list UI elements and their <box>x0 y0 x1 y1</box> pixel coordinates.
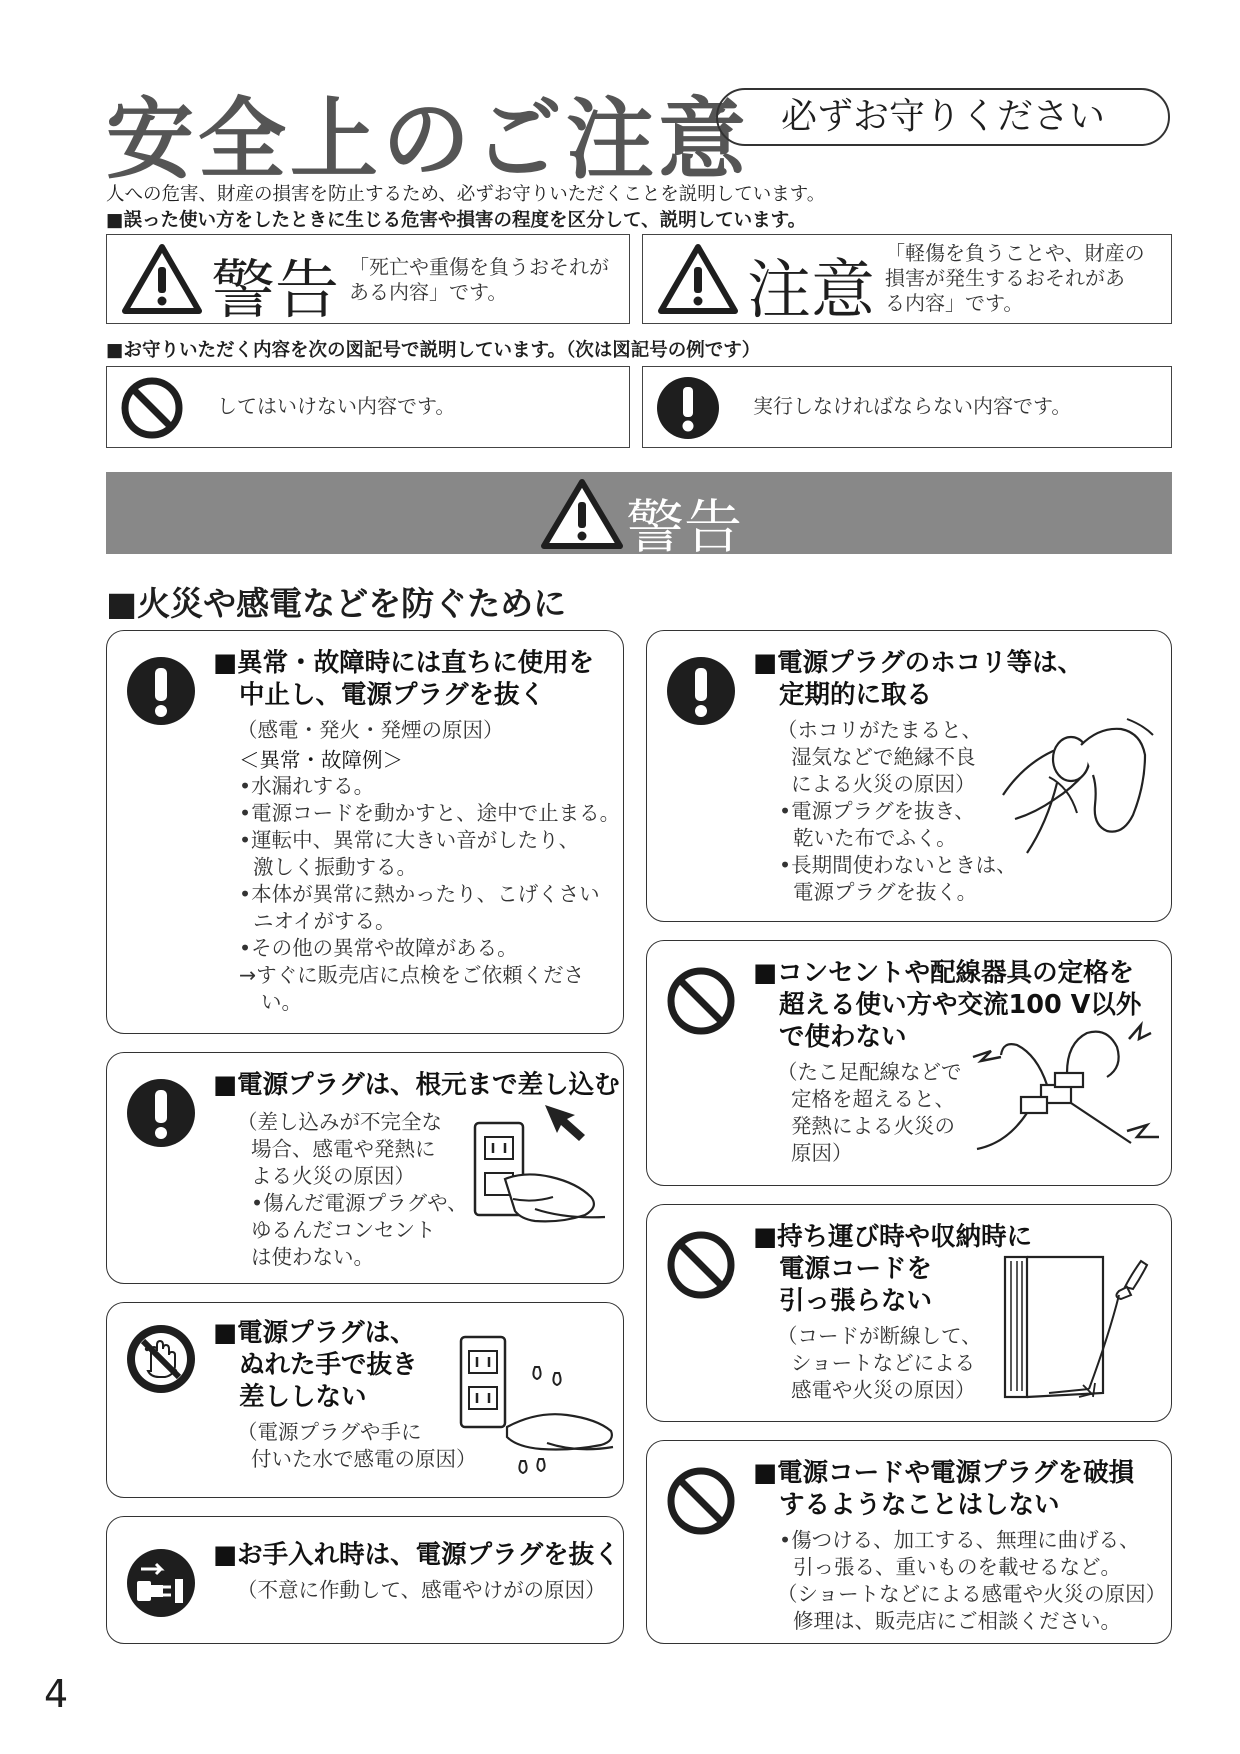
wet-head-3: 差ししない <box>239 1382 367 1412</box>
insert-line-4: •傷んだ電源プラグや、 <box>251 1191 468 1215</box>
wet-hands-card <box>106 1302 624 1498</box>
pull-head-1: ■持ち運び時や収納時に <box>753 1222 1033 1252</box>
prohibit-desc: してはいけない内容です。 <box>217 394 456 418</box>
rating-line-4: 原因） <box>791 1141 853 1165</box>
insert-line-2: 場合、感電や発熱に <box>251 1137 436 1161</box>
dust-line-5: 乾いた布でふく。 <box>793 826 957 850</box>
dust-line-1: （ホコリがたまると、 <box>777 718 982 742</box>
pull-line-2: ショートなどによる <box>791 1351 976 1375</box>
warning-level-box <box>106 234 630 328</box>
abnormal-bullet-4b: ニオイがする。 <box>253 909 396 933</box>
pull-head-3: 引っ張らない <box>779 1286 933 1316</box>
mandatory-icon <box>655 375 721 441</box>
insert-head: ■電源プラグは、根元まで差し込む <box>213 1070 620 1100</box>
damage-line-4: 修理は、販売店にご相談ください。 <box>793 1609 1121 1633</box>
wet-line-2: 付いた水で感電の原因） <box>251 1447 477 1471</box>
insert-line-5: ゆるんだコンセント <box>251 1218 436 1242</box>
clean-line-1: （不意に作動して、感電やけがの原因） <box>237 1578 606 1602</box>
section-title: ■火災や感電などを防ぐために <box>106 584 567 623</box>
caution-desc-3: る内容」です。 <box>885 291 1024 315</box>
insert-line-6: は使わない。 <box>251 1245 374 1269</box>
mandatory-desc: 実行しなければならない内容です。 <box>753 394 1072 418</box>
abnormal-card <box>106 630 624 1034</box>
abnormal-bullet-4a: •本体が異常に熱かったり、こげくさい <box>239 882 600 906</box>
no-wet-hands-icon <box>125 1323 197 1395</box>
symbol-intro-text: ■お守りいただく内容を次の図記号で説明しています。（次は図記号の例です） <box>106 340 761 361</box>
prohibit-icon <box>665 1465 737 1537</box>
caution-label: 注意 <box>747 254 875 328</box>
dust-line-2: 湿気などで絶縁不良 <box>791 745 976 769</box>
damage-line-3: （ショートなどによる感電や火災の原因） <box>777 1582 1167 1606</box>
abnormal-bullet-3a: •運転中、異常に大きい音がしたり、 <box>239 828 580 852</box>
abnormal-head-2: 中止し、電源プラグを抜く <box>239 680 546 710</box>
rating-line-2: 定格を超えると、 <box>791 1087 955 1111</box>
dust-head-2: 定期的に取る <box>779 680 933 710</box>
dust-line-6: •長期間使わないときは、 <box>779 853 1017 877</box>
mandatory-icon <box>665 655 737 727</box>
abnormal-bullet-6b: い。 <box>261 990 302 1014</box>
clean-head: ■お手入れ時は、電源プラグを抜く <box>213 1540 620 1570</box>
intro-text: 人への危害、財産の損害を防止するため、必ずお守りいただくことを説明しています。 <box>106 184 826 205</box>
caution-level-box <box>642 234 1172 328</box>
abnormal-bullet-6a: →すぐに販売店に点検をご依頼くださ <box>239 963 585 987</box>
pull-head-2: 電源コードを <box>779 1254 933 1284</box>
pull-line-1: （コードが断線して、 <box>777 1324 982 1348</box>
warning-desc-1: 「死亡や重傷を負うおそれが <box>349 255 609 279</box>
dust-card <box>646 630 1172 922</box>
abnormal-examples-title: ＜異常・故障例＞ <box>239 748 403 772</box>
must-follow-badge: 必ずお守りください <box>716 88 1170 146</box>
abnormal-bullet-3b: 激しく振動する。 <box>253 855 417 879</box>
pull-line-3: 感電や火災の原因） <box>791 1378 976 1402</box>
wiping-plug-illustration <box>997 715 1167 865</box>
prohibit-icon <box>119 375 185 441</box>
warning-label: 警告 <box>211 254 339 328</box>
mandatory-icon <box>125 655 197 727</box>
caution-triangle-icon <box>657 243 739 315</box>
warning-desc-2: ある内容」です。 <box>349 280 508 304</box>
prohibit-icon <box>665 1229 737 1301</box>
damage-head-2: するようなことはしない <box>779 1490 1060 1520</box>
cleaning-card <box>106 1516 624 1644</box>
wet-plug-illustration <box>451 1331 617 1481</box>
abnormal-bullet-2: •電源コードを動かすと、途中で止まる。 <box>239 801 621 825</box>
intro-levels-text: ■誤った使い方をしたときに生じる危害や損害の程度を区分して、説明しています。 <box>106 210 807 231</box>
damage-line-1: •傷つける、加工する、無理に曲げる、 <box>779 1528 1140 1552</box>
mandatory-icon <box>125 1077 197 1149</box>
wet-head-1: ■電源プラグは、 <box>213 1318 416 1348</box>
octopus-wiring-illustration <box>967 1021 1167 1171</box>
damage-head-1: ■電源コードや電源プラグを破損 <box>753 1458 1135 1488</box>
banner-warning-icon <box>540 478 624 550</box>
rating-head-2: 超える使い方や交流100 V以外 <box>779 990 1142 1020</box>
rating-line-1: （たこ足配線などで <box>777 1060 962 1084</box>
prohibit-symbol-box <box>106 366 630 448</box>
rating-head-1: ■コンセントや配線器具の定格を <box>753 958 1135 988</box>
abnormal-bullet-1: •水漏れする。 <box>239 774 375 798</box>
dust-line-3: による火災の原因） <box>791 772 976 796</box>
mandatory-symbol-box <box>642 366 1172 448</box>
plug-insert-illustration <box>465 1103 615 1263</box>
pull-cord-card <box>646 1204 1172 1422</box>
damage-card <box>646 1440 1172 1644</box>
caution-desc-2: 損害が発生するおそれがあ <box>885 266 1125 290</box>
dust-head-1: ■電源プラグのホコリ等は、 <box>753 648 1084 678</box>
dust-line-7: 電源プラグを抜く。 <box>793 880 978 904</box>
abnormal-head-1: ■異常・故障時には直ちに使用を <box>213 648 595 678</box>
unplug-icon <box>125 1547 197 1619</box>
warning-triangle-icon <box>121 243 203 315</box>
banner-label: 警告 <box>626 493 743 561</box>
page-number: 4 <box>44 1672 69 1716</box>
rating-line-3: 発熱による火災の <box>791 1114 955 1138</box>
pulling-cord-illustration <box>991 1251 1161 1411</box>
damage-line-2: 引っ張る、重いものを載せるなど。 <box>793 1555 1121 1579</box>
wet-line-1: （電源プラグや手に <box>237 1420 422 1444</box>
insert-line-1: （差し込みが不完全な <box>237 1110 442 1134</box>
wet-head-2: ぬれた手で抜き <box>239 1350 418 1380</box>
abnormal-bullet-5: •その他の異常や故障がある。 <box>239 936 518 960</box>
caution-desc-1: 「軽傷を負うことや、財産の <box>885 241 1145 265</box>
prohibit-icon <box>665 965 737 1037</box>
rating-card <box>646 940 1172 1186</box>
insert-line-3: よる火災の原因） <box>251 1164 415 1188</box>
rating-head-3: で使わない <box>779 1022 907 1052</box>
insert-plug-card <box>106 1052 624 1284</box>
page-title: 安全上のご注意 <box>106 88 751 191</box>
abnormal-cause: （感電・発火・発煙の原因） <box>237 718 504 742</box>
dust-line-4: •電源プラグを抜き、 <box>779 799 975 823</box>
